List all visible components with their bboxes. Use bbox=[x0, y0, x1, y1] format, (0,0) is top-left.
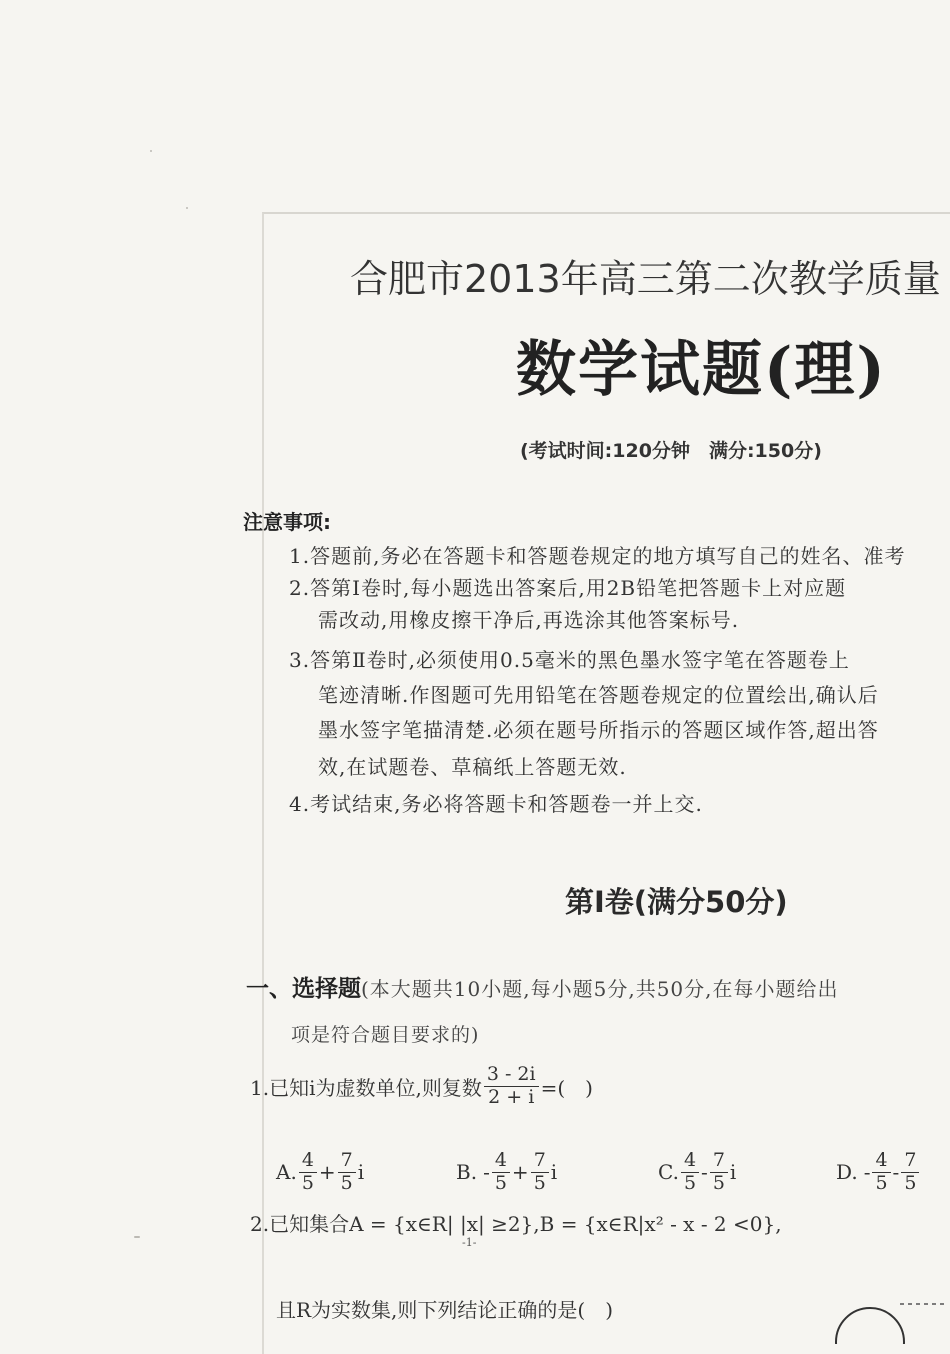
note-line: 3.答第Ⅱ卷时,必须使用0.5毫米的黑色墨水签字笔在答题卷上 bbox=[289, 648, 850, 672]
scan-speck bbox=[186, 207, 188, 209]
fraction-numerator: 7 bbox=[901, 1150, 919, 1173]
option-fraction bbox=[901, 1150, 919, 1195]
fraction-denominator: 5 bbox=[875, 1171, 888, 1194]
option-label: C. bbox=[658, 1160, 679, 1185]
fraction-numerator: 4 bbox=[492, 1150, 510, 1173]
option-fraction bbox=[299, 1150, 317, 1195]
fraction-numerator: 7 bbox=[338, 1150, 356, 1173]
note-line: 墨水签字笔描清楚.必须在题号所指示的答题区域作答,超出答 bbox=[318, 718, 879, 742]
option-operator: + bbox=[318, 1160, 336, 1185]
page-number: -1- bbox=[462, 1236, 477, 1249]
fraction-numerator: 3 - 2i bbox=[484, 1064, 539, 1087]
option-fraction bbox=[531, 1150, 549, 1195]
option-tail: i bbox=[550, 1160, 558, 1185]
fraction-numerator: 4 bbox=[872, 1150, 890, 1173]
fraction-denominator: 5 bbox=[904, 1171, 917, 1194]
fraction-numerator: 4 bbox=[299, 1150, 317, 1173]
note-line: 效,在试题卷、草稿纸上答题无效. bbox=[318, 755, 627, 779]
question-1-suffix: =( ) bbox=[540, 1075, 593, 1100]
option-d bbox=[836, 1150, 921, 1195]
fraction-denominator: 5 bbox=[683, 1171, 697, 1194]
option-sign: - bbox=[483, 1160, 490, 1185]
question-2-cont: 且R为实数集,则下列结论正确的是( ) bbox=[276, 1298, 614, 1322]
fraction-denominator: 5 bbox=[494, 1171, 507, 1194]
part-heading-desc: (本大题共10小题,每小题5分,共50分,在每小题给出 bbox=[361, 977, 839, 1001]
option-fraction bbox=[872, 1150, 890, 1195]
option-fraction bbox=[681, 1150, 699, 1195]
option-tail: i bbox=[729, 1160, 737, 1185]
section-title: 第Ⅰ卷(满分50分) bbox=[565, 885, 788, 919]
fraction-numerator: 4 bbox=[681, 1150, 699, 1173]
option-operator: - bbox=[892, 1160, 900, 1185]
fraction-denominator: 5 bbox=[301, 1171, 314, 1194]
note-line: 2.答第Ⅰ卷时,每小题选出答案后,用2B铅笔把答题卡上对应题 bbox=[289, 576, 847, 600]
note-line: 1.答题前,务必在答题卡和答题卷规定的地方填写自己的姓名、准考 bbox=[289, 544, 906, 568]
exam-title: 合肥市2013年高三第二次教学质量 bbox=[350, 257, 941, 301]
option-label: B. bbox=[456, 1160, 478, 1185]
part-heading bbox=[246, 970, 839, 1003]
exam-subtitle: 数学试题(理) bbox=[516, 335, 887, 405]
option-a bbox=[276, 1150, 364, 1195]
venn-diagram-fragment bbox=[820, 1296, 950, 1344]
option-b bbox=[456, 1150, 557, 1195]
part-heading-label: 一、选择题 bbox=[246, 976, 361, 1002]
option-fraction bbox=[492, 1150, 510, 1195]
venn-circle bbox=[836, 1308, 904, 1344]
exam-time-and-score: (考试时间:120分钟 满分:150分) bbox=[520, 440, 822, 462]
option-label: A. bbox=[276, 1160, 297, 1185]
fraction-denominator: 5 bbox=[712, 1171, 725, 1194]
part-heading-cont: 项是符合题目要求的) bbox=[291, 1024, 480, 1046]
option-sign: - bbox=[863, 1160, 871, 1185]
notes-heading: 注意事项: bbox=[243, 510, 331, 534]
note-line: 需改动,用橡皮擦干净后,再选涂其他答案标号. bbox=[318, 608, 740, 632]
note-line: 4.考试结束,务必将答题卡和答题卷一并上交. bbox=[289, 792, 703, 816]
question-1-prefix: 1.已知i为虚数单位,则复数 bbox=[250, 1075, 482, 1100]
option-operator: + bbox=[511, 1160, 529, 1185]
question-1 bbox=[250, 1064, 593, 1109]
question-2: 2.已知集合A = {x∈R| |x| ≥2},B = {x∈R|x² - x - 2 <0}, bbox=[250, 1212, 782, 1236]
fraction-denominator: 5 bbox=[340, 1171, 353, 1194]
fraction-denominator: 2 + i bbox=[488, 1085, 535, 1108]
fraction-numerator: 7 bbox=[531, 1150, 549, 1173]
scan-speck bbox=[134, 1236, 140, 1238]
option-tail: i bbox=[357, 1160, 365, 1185]
option-fraction bbox=[338, 1150, 356, 1195]
option-operator: - bbox=[701, 1160, 708, 1185]
option-fraction bbox=[710, 1150, 728, 1195]
scan-speck bbox=[150, 150, 152, 152]
fraction-numerator: 7 bbox=[710, 1150, 728, 1173]
note-line: 笔迹清晰.作图题可先用铅笔在答题卷规定的位置绘出,确认后 bbox=[318, 683, 879, 707]
fraction-denominator: 5 bbox=[533, 1171, 546, 1194]
option-label: D. bbox=[836, 1160, 858, 1185]
option-c bbox=[658, 1150, 736, 1195]
question-1-fraction bbox=[484, 1064, 539, 1109]
